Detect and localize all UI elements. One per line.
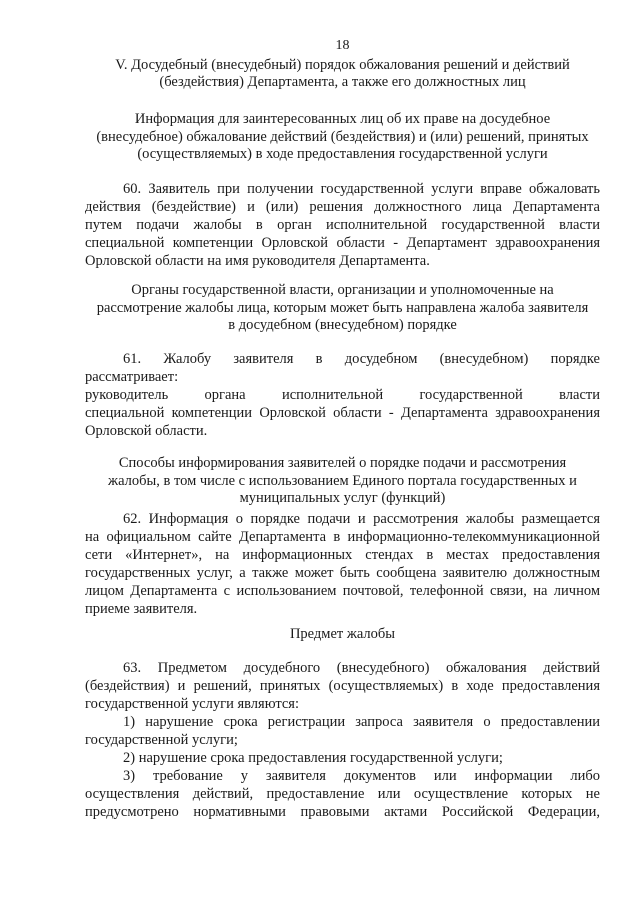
- paragraph-line: рассматривает:: [85, 369, 179, 385]
- list-item-continuation: предусмотрено нормативными правовыми актами Российской Федерации,: [85, 804, 600, 820]
- paragraph-line: лицом Департамента с использованием почтовой, телефонной связи, на личном: [85, 583, 600, 599]
- subheading-line: рассмотрение жалобы лица, которым может быть направлена жалоба заявителя: [96, 299, 589, 316]
- paragraph-line: государственных услуг, а также может быть сообщена заявителю должностным: [85, 565, 600, 581]
- paragraph-line: 62. Информация о порядке подачи и рассмотрения жалобы размещается: [123, 511, 600, 527]
- subheading-appeal-info: [85, 111, 600, 164]
- list-item-continuation: государственной услуги;: [85, 732, 238, 748]
- subheading-line: жалобы, в том числе с использованием Единого портала государственных и: [108, 472, 577, 489]
- subheading-line: в досудебном (внесудебном) порядке: [228, 317, 457, 333]
- paragraph-line: Орловской области на имя руководителя Департамента.: [85, 253, 430, 269]
- paragraph-62: [85, 510, 600, 618]
- paragraph-line: на официальном сайте Департамента в информационно-телекоммуникационной: [85, 529, 600, 545]
- paragraph-line: 61. Жалобу заявителя в досудебном (внесудебном) порядке: [123, 351, 600, 367]
- paragraph-line: 60. Заявитель при получении государственной услуги вправе обжаловать: [123, 181, 600, 197]
- paragraph-line: руководитель органа исполнительной государственной власти: [85, 387, 600, 403]
- paragraph-line: Орловской области.: [85, 423, 208, 439]
- section-title-line: V. Досудебный (внесудебный) порядок обжалования решений и действий: [115, 57, 570, 73]
- subheading-line: Органы государственной власти, организации и уполномоченные на: [131, 282, 554, 298]
- paragraph-line: 63. Предметом досудебного (внесудебного) обжалования действий: [123, 660, 600, 676]
- subheading-line: (осуществляемых) в ходе предоставления государственной услуги: [137, 146, 548, 162]
- paragraph-line: действия (бездействие) и (или) решения должностного лица Департамента: [85, 199, 600, 215]
- paragraph-63: [85, 659, 600, 821]
- subheading-informing-ways: [85, 455, 600, 508]
- paragraph-line: сети «Интернет», на информационных стендах в местах предоставления: [85, 547, 600, 563]
- section-title-line: (бездействия) Департамента, а также его должностных лиц: [159, 74, 526, 90]
- page-number: 18: [335, 38, 350, 53]
- paragraph-60: [85, 180, 600, 270]
- subheading-line: Способы информирования заявителей о порядке подачи и рассмотрения: [118, 455, 567, 471]
- paragraph-line: специальной компетенции Орловской области - Департамент здравоохранения: [85, 235, 600, 251]
- paragraph-line: приеме заявителя.: [85, 601, 198, 617]
- list-item: 1) нарушение срока регистрации запроса заявителя о предоставлении: [123, 714, 600, 730]
- list-item-continuation: осуществления действий, предоставление или осуществление которых не: [85, 786, 600, 802]
- subheading-line: Информация для заинтересованных лиц об их праве на досудебное: [134, 111, 551, 127]
- subheading-authorities: [85, 282, 600, 335]
- subheading-complaint-subject: Предмет жалобы: [289, 626, 396, 642]
- paragraph-line: специальной компетенции Орловской области - Департамента здравоохранения: [85, 405, 600, 421]
- paragraph-61: [85, 350, 600, 440]
- paragraph-line: путем подачи жалобы в орган исполнительной государственной власти: [85, 217, 600, 233]
- section-title: [85, 57, 600, 91]
- subheading-line: муниципальных услуг (функций): [239, 490, 446, 506]
- list-item: 2) нарушение срока предоставления государственной услуги;: [123, 750, 503, 766]
- paragraph-line: (бездействия) и решений, принятых (осуществляемых) в ходе предоставления: [85, 678, 600, 694]
- list-item: 3) требование у заявителя документов или информации либо: [123, 768, 600, 784]
- subheading-line: (внесудебное) обжалование действий (бездействия) и (или) решений, принятых: [96, 128, 589, 145]
- paragraph-line: государственной услуги являются:: [85, 696, 299, 712]
